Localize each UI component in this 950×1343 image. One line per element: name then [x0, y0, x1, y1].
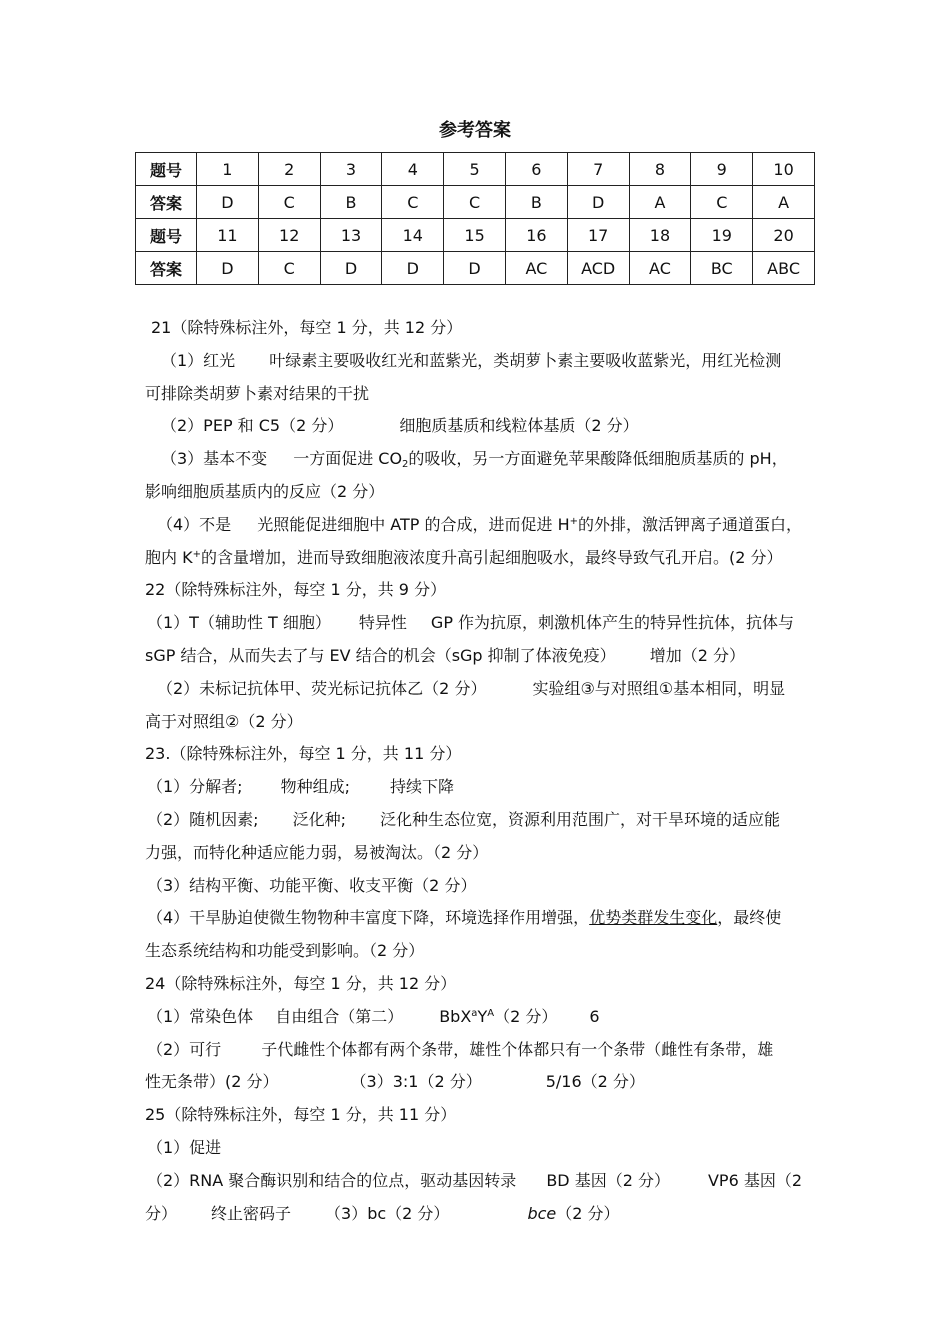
q24-explanation: 子代雌性个体都有两个条带，雄性个体都只有一个条带（雌性有条带，雄 — [261, 1039, 774, 1059]
q24-line — [145, 1066, 810, 1099]
number-cell: 19 — [691, 219, 753, 252]
q23-answer: 持续下降 — [389, 777, 454, 797]
q25-answer: VP6 基因（2 — [707, 1170, 803, 1190]
number-cell: 13 — [320, 219, 382, 252]
q21-line — [145, 542, 810, 575]
q24-line — [145, 1001, 810, 1034]
number-cell: 5 — [444, 153, 506, 186]
q21-answer: （1）红光 — [161, 350, 236, 370]
q21-explanation: 的外排，激活钾离子通道蛋白， — [578, 514, 803, 534]
answer-cell: D — [382, 252, 444, 285]
q21-explanation: 胞内 K — [145, 547, 193, 567]
table-row — [136, 186, 815, 219]
q23-line — [145, 804, 810, 837]
table-row — [136, 219, 815, 252]
q25-answer: （2）RNA 聚合酶识别和结合的位点，驱动基因转录 — [147, 1170, 517, 1190]
answer-cell: AC — [629, 252, 691, 285]
answer-cell: B — [505, 186, 567, 219]
q21-explanation: 叶绿素主要吸收红光和蓝紫光，类胡萝卜素主要吸收蓝紫光，用红光检测 — [269, 350, 782, 370]
q25-line: （1）促进 — [147, 1137, 222, 1157]
q23-explanation: （4）干旱胁迫使微生物物种丰富度下降，环境选择作用增强， — [147, 908, 590, 928]
answer-cell: D — [320, 252, 382, 285]
q23-explanation: ，最终使 — [717, 908, 782, 928]
q25-line — [145, 1165, 810, 1198]
q22-answer: （2）未标记抗体甲、荧光标记抗体乙（2 分） — [157, 678, 487, 698]
page-title: 参考答案 — [439, 120, 511, 141]
answer-content — [145, 312, 810, 1230]
q25-heading: 25（除特殊标注外，每空 1 分，共 11 分） — [145, 1105, 457, 1125]
q21-line — [145, 509, 810, 542]
q23-line — [145, 771, 810, 804]
q21-answer: 细胞质基质和线粒体基质（2 分） — [399, 416, 639, 436]
number-label: 题号 — [136, 153, 197, 186]
superscript: a — [471, 1007, 478, 1019]
q22-answer: 特异性 — [358, 613, 407, 633]
underlined-text: 优势类群发生变化 — [589, 908, 718, 928]
q22-answer: 增加（2 分） — [649, 645, 745, 665]
q25-answer: （2 分） — [556, 1203, 620, 1223]
number-cell: 6 — [505, 153, 567, 186]
q24-answer: 6 — [589, 1006, 600, 1026]
number-cell: 1 — [197, 153, 259, 186]
q22-line — [145, 607, 810, 640]
q25-line — [145, 1198, 810, 1231]
table-row — [136, 252, 815, 285]
answer-cell: A — [629, 186, 691, 219]
q24-answer: （1）常染色体 — [147, 1006, 254, 1026]
answer-cell: C — [444, 186, 506, 219]
q22-explanation: sGP 结合，从而失去了与 EV 结合的机会（sGp 抑制了体液免疫） — [145, 645, 616, 665]
q23-heading: 23.（除特殊标注外，每空 1 分，共 11 分） — [145, 744, 462, 764]
q23-line: （3）结构平衡、功能平衡、收支平衡（2 分） — [147, 875, 477, 895]
superscript: + — [569, 515, 578, 527]
q24-heading: 24（除特殊标注外，每空 1 分，共 12 分） — [145, 973, 457, 993]
q24-answer: （2）可行 — [147, 1039, 222, 1059]
q25-answer: 分） — [145, 1203, 178, 1223]
q21-line: 可排除类胡萝卜素对结果的干扰 — [145, 383, 370, 403]
number-cell: 3 — [320, 153, 382, 186]
q25-italic-answer: bce — [527, 1203, 557, 1223]
q24-line — [145, 1034, 810, 1067]
q24-explanation: 性无条带）(2 分） — [145, 1072, 279, 1092]
q22-line — [145, 640, 810, 673]
q21-answer: （3）基本不变 — [161, 449, 268, 469]
number-cell: 2 — [258, 153, 320, 186]
q23-line: 力强，而特化种适应能力弱，易被淘汰。（2 分） — [145, 842, 489, 862]
q22-line — [145, 673, 810, 706]
q21-explanation: 光照能促进细胞中 ATP 的合成，进而促进 H — [257, 514, 570, 534]
answer-label: 答案 — [136, 186, 197, 219]
answer-cell: C — [258, 186, 320, 219]
q22-explanation: 实验组③与对照组①基本相同，明显 — [532, 678, 786, 698]
q25-answer: BD 基因（2 分） — [546, 1170, 670, 1190]
number-cell: 4 — [382, 153, 444, 186]
q25-answer: （3）bc（2 分） — [325, 1203, 450, 1223]
number-cell: 16 — [505, 219, 567, 252]
q23-answer: 物种组成; — [280, 777, 350, 797]
q24-genotype: BbX — [439, 1006, 472, 1026]
q21-line — [145, 410, 810, 443]
q23-explanation: 泛化种生态位宽，资源利用范围广，对干旱环境的适应能 — [379, 809, 780, 829]
answer-cell: D — [567, 186, 629, 219]
q25-answer: 终止密码子 — [211, 1203, 292, 1223]
q23-line: 生态系统结构和功能受到影响。（2 分） — [145, 941, 425, 961]
number-cell: 8 — [629, 153, 691, 186]
q23-answer: 泛化种; — [292, 809, 346, 829]
answer-cell: D — [197, 252, 259, 285]
q24-answer: （2 分） — [494, 1006, 558, 1026]
q24-answer: 自由组合（第二） — [275, 1006, 404, 1026]
answer-label: 答案 — [136, 252, 197, 285]
q21-line — [145, 443, 810, 476]
q21-explanation: 一方面促进 CO — [293, 449, 403, 469]
q21-answer: （2）PEP 和 C5（2 分） — [161, 416, 344, 436]
number-cell: 14 — [382, 219, 444, 252]
number-cell: 7 — [567, 153, 629, 186]
q24-answer: （3）3:1（2 分） — [350, 1072, 482, 1092]
number-cell: 12 — [258, 219, 320, 252]
number-cell: 11 — [197, 219, 259, 252]
number-cell: 20 — [753, 219, 815, 252]
q23-answer: （1）分解者; — [147, 777, 243, 797]
q22-line: 高于对照组②（2 分） — [145, 711, 303, 731]
number-cell: 10 — [753, 153, 815, 186]
number-cell: 9 — [691, 153, 753, 186]
answer-table — [135, 152, 815, 285]
subscript: 2 — [402, 459, 409, 471]
q21-line: 影响细胞质基质内的反应（2 分） — [145, 481, 385, 501]
answer-cell: B — [320, 186, 382, 219]
answer-cell: ABC — [753, 252, 815, 285]
number-cell: 15 — [444, 219, 506, 252]
answer-cell: BC — [691, 252, 753, 285]
q21-explanation: 的吸收，另一方面避免苹果酸降低细胞质基质的 pH， — [408, 449, 788, 469]
q24-answer: 5/16（2 分） — [545, 1072, 645, 1092]
answer-cell: ACD — [567, 252, 629, 285]
answer-cell: C — [691, 186, 753, 219]
answer-cell: D — [197, 186, 259, 219]
number-label: 题号 — [136, 219, 197, 252]
answer-cell: C — [382, 186, 444, 219]
answer-cell: AC — [505, 252, 567, 285]
number-cell: 17 — [567, 219, 629, 252]
q23-answer: （2）随机因素; — [147, 809, 259, 829]
number-cell: 18 — [629, 219, 691, 252]
answer-cell: D — [444, 252, 506, 285]
q22-heading: 22（除特殊标注外，每空 1 分，共 9 分） — [145, 580, 447, 600]
q22-answer: （1）T（辅助性 T 细胞） — [147, 613, 331, 633]
answer-cell: A — [753, 186, 815, 219]
q24-genotype: Y — [477, 1006, 488, 1026]
superscript: + — [192, 548, 201, 560]
answer-cell: C — [258, 252, 320, 285]
q22-explanation: GP 作为抗原，刺激机体产生的特异性抗体，抗体与 — [430, 613, 795, 633]
table-row — [136, 153, 815, 186]
q21-answer: （4）不是 — [157, 514, 232, 534]
q21-heading: 21（除特殊标注外，每空 1 分，共 12 分） — [151, 318, 463, 337]
superscript: A — [487, 1007, 495, 1019]
q21-explanation: 的含量增加，进而导致细胞液浓度升高引起细胞吸水，最终导致气孔开启。(2 分） — [200, 547, 783, 567]
q23-line — [145, 902, 810, 935]
q21-line — [145, 345, 810, 378]
